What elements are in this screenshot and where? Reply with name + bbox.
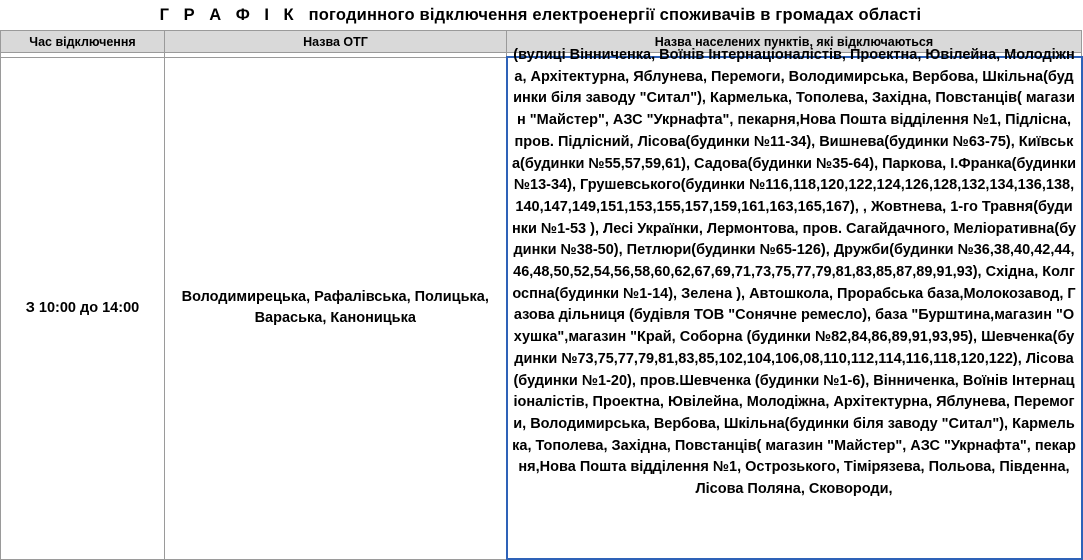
otg-cell[interactable]: Володимирецька, Рафалівська, Полицька, Вараська, Каноницька	[165, 57, 507, 559]
header-villages[interactable]: Назва населених пунктів, які відключаються	[507, 31, 1082, 53]
schedule-table	[0, 30, 1083, 560]
villages-text: (вулиці Вінниченка, Воїнів Інтернаціоналістів, Проектна, Ювілейна, Молодіжна, Архітектурна, Яблунева, Перемоги, Володимирська, Вербова, Шкільна(будинки біля заводу "Ситал"), Кармелька, Тополева, Західна, Повстанців( магазин "Майстер", АЗС "Укрнафта", пекарня,Нова Пошта відділення №1, Підлісна, пров. Підлісний, Лісова(будинки №11-34), Вишнева(будинки №63-75), Київська(будинки №55,57,59,61), Садова(будинки №35-64), Паркова, І.Франка(будинки №13-34), Грушевського(будинки №116,118,120,122,124,126,128,132,134,136,138,140,147,149,151,153,155,157,159,161,163,165,167), , Жовтнева, 1-го Травня(будинки №1-53 ), Лесі Українки, Лермонтова, пров. Сагайдачного, Меліоративна(будинки №38-50), Петлюри(будинки №65-126), Дружби(будинки №36,38,40,42,44,46,48,50,52,54,56,58,60,62,67,69,71,73,75,77,79,81,83,85,87,89,91,93), Східна, Колгоспна(будинки №1-14), Зелена ), Автошкола, Прорабська база,Молокозавод, Газова дільниця (будівля ТОВ "Сонячне ремесло), база "Бурштина,магазин "Охушка",магазин "Край, Соборна (будинки №82,84,86,89,91,93,95), Шевченка(будинки №73,75,77,79,81,83,85,102,104,106,08,110,112,114,116,118,120,122), Лісова (будинки №1-20), пров.Шевченка (будинки №1-6), Вінниченка, Воїнів Інтернаціоналістів, Проектна, Ювілейна, Молодіжна, Архітектурна, Яблунева, Перемоги, Володимирська, Вербова, Шкільна(будинки біля заводу "Ситал"), Кармелька, Тополева, Західна, Повстанців( магазин "Майстер", АЗС "Укрнафта", пекарня,Нова Пошта відділення №1, Острозького, Тімірязева, Польова, Південна, Лісова Поляна, Сковороди,	[511, 47, 1077, 498]
title-text: погодинного відключення електроенергії споживачів в громадах області	[308, 5, 922, 24]
time-cell[interactable]: З 10:00 до 14:00	[1, 57, 165, 559]
header-time[interactable]: Час відключення	[1, 31, 165, 53]
title-spaced-word: Г Р А Ф І К	[159, 5, 299, 24]
header-otg[interactable]: Назва ОТГ	[165, 31, 507, 53]
table-row	[1, 57, 1082, 559]
villages-cell-selected[interactable]	[507, 47, 1082, 559]
schedule-title[interactable]	[0, 0, 1081, 31]
